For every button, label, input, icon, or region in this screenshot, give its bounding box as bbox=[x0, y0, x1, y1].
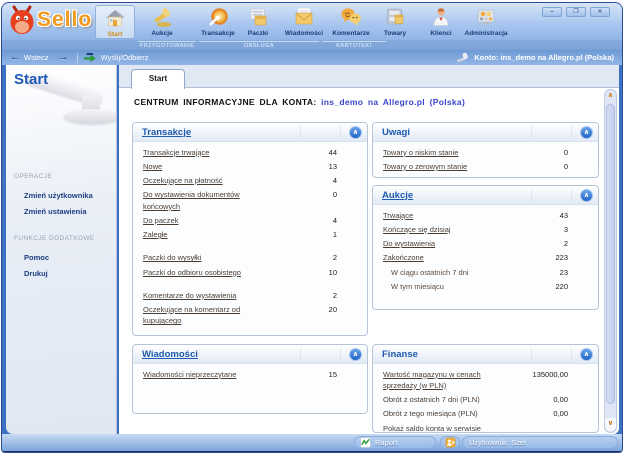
user-session-icon bbox=[445, 437, 456, 448]
collapse-panel-button[interactable] bbox=[349, 126, 362, 139]
panel-uwagi bbox=[372, 122, 599, 178]
stat-link[interactable]: Transakcje trwające bbox=[143, 147, 210, 157]
user-label: Użytkownik: Szef bbox=[469, 438, 527, 447]
vertical-scrollbar[interactable] bbox=[604, 89, 617, 433]
account-indicator[interactable] bbox=[456, 50, 614, 65]
panel-finanse bbox=[372, 344, 599, 433]
group-label: OBSŁUGA bbox=[243, 42, 275, 49]
raport-button[interactable] bbox=[354, 436, 436, 449]
stat-value: 1 bbox=[332, 230, 337, 239]
maximize-button[interactable]: ❐ bbox=[566, 7, 586, 17]
stat-link[interactable]: Do wystawienia dokumentów końcowych bbox=[143, 190, 240, 211]
stat-value: 3 bbox=[563, 224, 568, 234]
group-label: PRZYGOTOWANIE bbox=[139, 42, 195, 49]
stat-value: 2 bbox=[332, 290, 337, 300]
sidebar-item-drukuj[interactable]: Drukuj bbox=[24, 269, 48, 278]
stat-link[interactable]: Zakończone bbox=[383, 253, 424, 263]
stat-row bbox=[373, 145, 598, 159]
chevron-up-icon: ∧ bbox=[352, 351, 359, 358]
scroll-up-button[interactable] bbox=[605, 90, 616, 103]
stat-row bbox=[373, 265, 598, 279]
header-divider bbox=[571, 126, 572, 138]
toolbar-item-label: Wiadomości bbox=[284, 30, 324, 37]
stat-row bbox=[133, 303, 367, 329]
panel-title-link[interactable]: Wiadomości bbox=[142, 348, 198, 360]
toolbar-item-start[interactable] bbox=[95, 5, 135, 39]
stat-row bbox=[133, 288, 367, 302]
toolbar-item-label: Komentarze bbox=[332, 30, 370, 37]
tab-start[interactable]: Start bbox=[131, 69, 185, 89]
ribbon-group-strip bbox=[2, 40, 622, 50]
stat-link[interactable]: Trwające bbox=[383, 210, 414, 220]
panel-body bbox=[373, 205, 598, 294]
toolbar-item-label: Klienci bbox=[430, 30, 452, 37]
app-window bbox=[1, 2, 623, 453]
stat-row bbox=[373, 251, 598, 265]
stat-link[interactable]: Nowe bbox=[143, 161, 163, 171]
stat-link[interactable]: Do wystawienia bbox=[383, 239, 436, 248]
toolbar-item-label: Towary bbox=[383, 30, 407, 37]
stat-link[interactable]: Wartość magazynu w cenach sprzedaży (w PLN) bbox=[383, 369, 481, 390]
panel-body bbox=[133, 142, 367, 328]
sidebar-item-zmien-ustawienia[interactable]: Zmień ustawienia bbox=[24, 207, 87, 216]
stat-link[interactable]: Kończące się dzisiaj bbox=[383, 224, 451, 234]
stat-value: 0 bbox=[563, 147, 568, 157]
raport-label: Raport bbox=[375, 438, 398, 447]
panel-title[interactable]: Finanse bbox=[382, 348, 418, 360]
header-divider bbox=[300, 126, 301, 138]
header-divider bbox=[340, 126, 341, 138]
forward-arrow-icon[interactable]: → bbox=[57, 51, 69, 63]
stat-value: 23 bbox=[559, 267, 568, 277]
stat-value: 4 bbox=[332, 215, 337, 225]
sidebar-section-funkcje-dodatkowe: FUNKCJE DODATKOWE bbox=[14, 235, 95, 242]
user-badge bbox=[440, 436, 460, 449]
panel-body bbox=[133, 364, 367, 381]
sidebar-title: Start bbox=[14, 71, 49, 88]
row-group-spacer bbox=[133, 279, 367, 288]
stat-row bbox=[373, 407, 598, 421]
panel-title[interactable]: Uwagi bbox=[382, 126, 410, 138]
toolbar-item-wiadomosci[interactable] bbox=[278, 5, 330, 39]
toolbar-item-aukcje[interactable] bbox=[140, 5, 184, 39]
panel-header bbox=[133, 123, 367, 142]
panel-title-link[interactable]: Transakcje bbox=[142, 126, 192, 138]
gavel-icon bbox=[140, 6, 184, 29]
hammer-icon bbox=[456, 52, 470, 64]
stat-value: 13 bbox=[328, 161, 337, 171]
cabinet-icon bbox=[374, 6, 416, 29]
stat-value: 220 bbox=[555, 281, 568, 291]
chevron-up-icon: ∧ bbox=[352, 129, 359, 136]
navigation-bar bbox=[2, 50, 622, 65]
group-label: KARTOTEKI bbox=[336, 42, 372, 49]
header-divider bbox=[531, 126, 532, 138]
chevron-up-icon: ∧ bbox=[583, 129, 590, 136]
close-button[interactable]: ✕ bbox=[590, 7, 610, 17]
stat-label: Obrót z ostatnich 7 dni (PLN) bbox=[383, 395, 480, 404]
stat-value: 2 bbox=[563, 239, 568, 248]
user-indicator bbox=[462, 436, 618, 449]
stat-value: 0 bbox=[563, 161, 568, 171]
stat-link[interactable]: Paczki do wysyłki bbox=[143, 253, 202, 263]
stat-label: Obrót z tego miesiąca (PLN) bbox=[383, 409, 478, 419]
stat-row bbox=[133, 251, 367, 265]
window-controls bbox=[542, 7, 610, 17]
panel-transakcje bbox=[132, 122, 368, 336]
toolbar-item-label: Transakcje bbox=[201, 30, 235, 37]
stat-value: 10 bbox=[328, 267, 337, 277]
stat-value: 43 bbox=[559, 210, 568, 220]
stat-row bbox=[133, 213, 367, 227]
stat-row bbox=[133, 367, 367, 381]
stat-row bbox=[133, 174, 367, 188]
stat-row bbox=[373, 159, 598, 173]
header-divider bbox=[531, 348, 532, 360]
stat-row bbox=[373, 367, 598, 393]
stat-link[interactable]: Towary o niskim stanie bbox=[383, 147, 459, 157]
toolbar-item-label: Administracja bbox=[464, 30, 508, 37]
send-receive-icon[interactable] bbox=[83, 52, 98, 64]
toolbar-item-towary[interactable] bbox=[374, 5, 416, 39]
window-bottom-edge bbox=[2, 451, 622, 453]
toolbar-item-paczki[interactable] bbox=[237, 5, 279, 39]
panel-body bbox=[373, 142, 598, 174]
chevron-down-icon: ∨ bbox=[607, 420, 614, 427]
header-divider bbox=[340, 348, 341, 360]
stat-link[interactable]: Towary o zerowym stanie bbox=[383, 161, 468, 171]
stat-value: 0,00 bbox=[553, 395, 568, 404]
chevron-up-icon: ∧ bbox=[583, 192, 590, 199]
stat-value: 4 bbox=[332, 176, 337, 185]
panel-wiadomosci bbox=[132, 344, 368, 414]
devil-mascot-icon bbox=[7, 4, 37, 36]
group-kartoteki bbox=[322, 41, 386, 49]
stat-link[interactable]: Oczekujące na płatność bbox=[143, 176, 223, 185]
collapse-panel-button[interactable] bbox=[580, 189, 593, 202]
stat-row bbox=[373, 393, 598, 407]
app-logo-text: Sello bbox=[37, 8, 93, 31]
report-chart-icon bbox=[360, 437, 371, 448]
chevron-up-icon: ∧ bbox=[607, 92, 614, 99]
toolbar-item-label: Start bbox=[107, 31, 123, 38]
stat-row bbox=[373, 279, 598, 293]
tab-strip bbox=[119, 65, 619, 88]
chevron-up-icon: ∧ bbox=[583, 351, 590, 358]
nav-divider bbox=[77, 53, 78, 63]
row-group-spacer bbox=[133, 242, 367, 251]
stat-link[interactable]: Do paczek bbox=[143, 215, 179, 225]
panel-header bbox=[133, 345, 367, 364]
sidebar-section-operacje: OPERACJE bbox=[14, 173, 53, 180]
stat-value: 20 bbox=[328, 305, 337, 314]
page-title-account: ins_demo na Allegro.pl (Polska) bbox=[321, 97, 466, 107]
scroll-down-button[interactable] bbox=[605, 418, 616, 431]
panel-aukcje bbox=[372, 185, 599, 310]
stat-link[interactable]: Wiadomości nieprzeczytane bbox=[143, 369, 237, 379]
envelope-icon bbox=[278, 6, 330, 29]
stat-link[interactable]: Komentarze do wystawienia bbox=[143, 290, 237, 300]
computer-icon bbox=[454, 6, 518, 29]
toolbar-item-label: Paczki bbox=[247, 30, 269, 37]
stat-row bbox=[373, 208, 598, 222]
stat-row bbox=[133, 188, 367, 214]
stat-sublabel: W ciągu ostatnich 7 dni bbox=[391, 267, 469, 277]
header-divider bbox=[571, 348, 572, 360]
stat-row bbox=[133, 228, 367, 242]
panel-title-link[interactable]: Aukcje bbox=[382, 189, 414, 201]
status-bar bbox=[2, 434, 622, 451]
panel-header bbox=[373, 123, 598, 142]
stat-value: 223 bbox=[555, 253, 568, 263]
ribbon-bar bbox=[2, 3, 622, 40]
group-obsluga bbox=[199, 41, 319, 49]
stat-row bbox=[373, 421, 598, 433]
back-arrow-icon[interactable]: ← bbox=[10, 51, 21, 63]
app-logo bbox=[7, 4, 92, 36]
minimize-button[interactable]: – bbox=[542, 7, 562, 17]
collapse-panel-button[interactable] bbox=[580, 348, 593, 361]
package-icon bbox=[237, 6, 279, 29]
stat-row bbox=[373, 237, 598, 251]
collapse-panel-button[interactable] bbox=[349, 348, 362, 361]
toolbar-item-administracja[interactable] bbox=[454, 5, 518, 39]
account-label: Konto: ins_demo na Allegro.pl (Polska) bbox=[474, 53, 614, 62]
back-button[interactable]: Wstecz bbox=[24, 53, 49, 62]
stat-row bbox=[133, 265, 367, 279]
stat-value: 2 bbox=[332, 253, 337, 263]
collapse-panel-button[interactable] bbox=[580, 126, 593, 139]
page-title bbox=[134, 97, 465, 107]
stat-sublabel: W tym miesiącu bbox=[391, 281, 444, 291]
group-przygotowanie bbox=[138, 41, 196, 49]
stat-row bbox=[373, 222, 598, 236]
main-panel bbox=[119, 65, 619, 434]
header-divider bbox=[300, 348, 301, 360]
stat-link[interactable]: Zaległe bbox=[143, 230, 168, 239]
header-divider bbox=[531, 189, 532, 201]
panel-header bbox=[373, 345, 598, 364]
sidebar bbox=[6, 65, 117, 434]
house-icon bbox=[96, 7, 134, 30]
main-content bbox=[119, 88, 619, 434]
page-title-text: CENTRUM INFORMACYJNE DLA KONTA: bbox=[134, 97, 317, 107]
panel-body bbox=[373, 364, 598, 433]
stat-link[interactable]: Pokaż saldo konta w serwisie bbox=[383, 423, 481, 433]
sidebar-item-pomoc[interactable]: Pomoc bbox=[24, 253, 50, 262]
stat-value: 0 bbox=[332, 190, 337, 200]
stat-row bbox=[133, 145, 367, 159]
stat-link[interactable]: Paczki do odbioru osobistego bbox=[143, 267, 241, 277]
stat-value: 44 bbox=[328, 147, 337, 157]
stat-row bbox=[133, 159, 367, 173]
header-divider bbox=[571, 189, 572, 201]
speech-bubbles-icon bbox=[324, 6, 378, 29]
sidebar-item-zmien-uzytkownika[interactable]: Zmień użytkownika bbox=[24, 191, 93, 200]
panel-header bbox=[373, 186, 598, 205]
toolbar-item-label: Aukcje bbox=[151, 30, 173, 37]
stat-link[interactable]: Oczekujące na komentarz od kupującego bbox=[143, 305, 241, 326]
send-receive-button[interactable]: Wyślij/Odbierz bbox=[100, 53, 149, 62]
scrollbar-thumb[interactable] bbox=[606, 104, 615, 404]
stat-value: 0,00 bbox=[553, 409, 568, 419]
stat-value: 135000,00 bbox=[532, 369, 568, 379]
stat-value: 15 bbox=[328, 369, 337, 379]
toolbar-item-komentarze[interactable] bbox=[324, 5, 378, 39]
